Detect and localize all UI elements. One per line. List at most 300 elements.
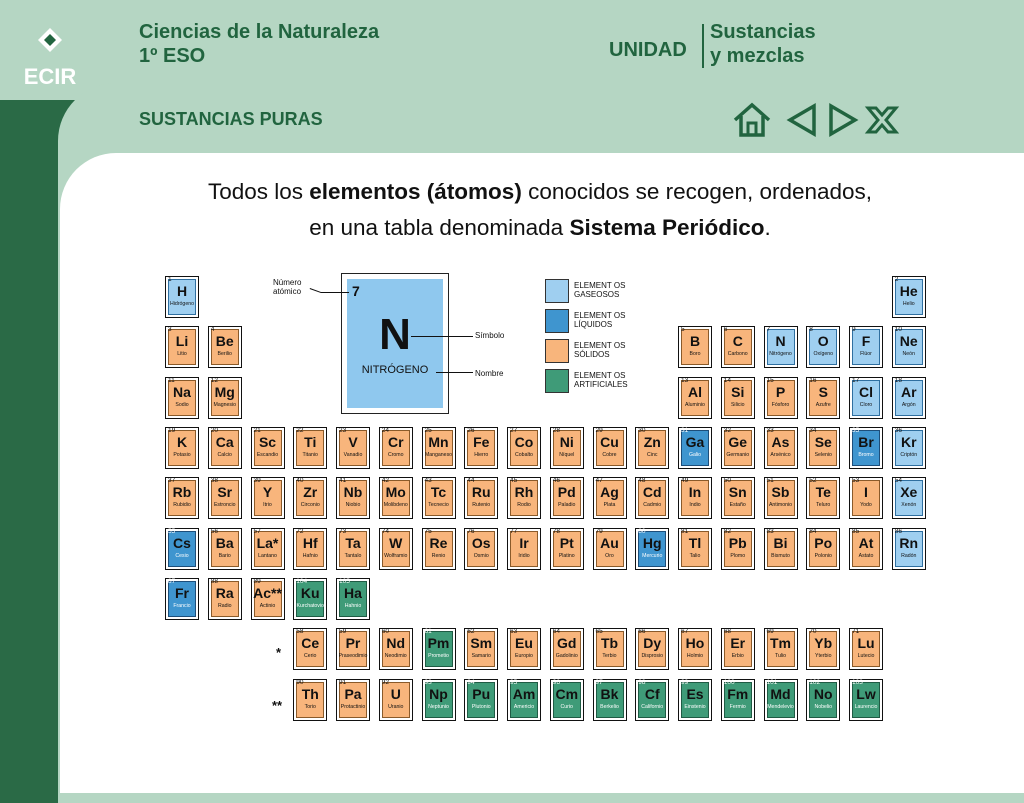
element-cell (721, 326, 755, 368)
key-number-label-1: Número (273, 278, 302, 287)
atomic-number: 86 (894, 528, 902, 535)
element-symbol: Po (814, 535, 833, 551)
intro-line-1 (60, 174, 1020, 210)
element-cell (849, 427, 883, 469)
atomic-number: 69 (766, 628, 774, 635)
element-symbol: Gd (557, 635, 577, 651)
element-cell (678, 326, 712, 368)
atomic-number: 97 (595, 679, 603, 686)
element-cell (165, 427, 199, 469)
atomic-number: 82 (723, 528, 731, 535)
element-name: Fermio (729, 704, 746, 710)
element-name: Torio (304, 704, 316, 710)
element-symbol: Tl (688, 535, 702, 551)
legend-label-line-2: LÍQUIDOS (574, 320, 613, 329)
element-cell (165, 477, 199, 519)
element-symbol: Tm (770, 635, 791, 651)
element-symbol: Am (512, 686, 536, 702)
atomic-number: 79 (595, 528, 603, 535)
element-symbol: Sm (470, 635, 493, 651)
element-name: Selenio (814, 452, 832, 458)
element-symbol: Ra (215, 585, 234, 601)
element-symbol: V (348, 434, 358, 450)
section-title: SUSTANCIAS PURAS (139, 109, 323, 129)
home-button[interactable] (732, 100, 772, 140)
intro-l2-a: en una tabla denominada (309, 215, 570, 240)
element-cell (593, 477, 627, 519)
element-symbol: Ca (215, 434, 234, 450)
element-cell (806, 377, 840, 419)
element-symbol: O (817, 333, 829, 349)
element-cell (764, 528, 798, 570)
element-name: Nitrógeno (769, 351, 792, 357)
element-symbol: Y (262, 484, 273, 500)
atomic-number: 4 (210, 326, 215, 333)
element-symbol: K (176, 434, 188, 450)
element-cell (379, 628, 413, 670)
element-symbol: Ku (300, 585, 320, 601)
key-name-label: Nombre (475, 369, 504, 378)
atomic-number: 22 (296, 427, 304, 434)
element-cell (721, 477, 755, 519)
element-name: Neón (902, 351, 915, 357)
element-symbol: Lu (857, 635, 875, 651)
element-cell (422, 427, 456, 469)
element-name: Cloro (859, 402, 873, 408)
element-symbol: Os (471, 535, 491, 551)
key-line-name (436, 372, 473, 373)
atomic-number: 49 (681, 477, 689, 484)
atomic-number: 48 (638, 477, 646, 484)
atomic-number: 43 (424, 477, 432, 484)
element-name: Oxígeno (813, 351, 834, 357)
atomic-number: 44 (467, 477, 475, 484)
element-symbol: As (771, 434, 790, 450)
element-cell (678, 477, 712, 519)
element-symbol: Sn (728, 484, 747, 500)
element-symbol: Pb (728, 535, 747, 551)
atomic-number: 31 (681, 427, 689, 434)
element-name: Mercurio (642, 553, 663, 559)
atomic-number: 67 (681, 628, 689, 635)
element-cell (635, 477, 669, 519)
atomic-number: 72 (296, 528, 304, 535)
element-name: Astato (858, 553, 874, 559)
element-symbol: Hg (642, 535, 662, 551)
element-symbol: Rn (899, 535, 919, 551)
element-name: Terbio (602, 653, 617, 659)
atomic-number: 15 (766, 377, 774, 384)
element-cell (464, 477, 498, 519)
atomic-number: 63 (510, 628, 518, 635)
element-symbol: P (775, 384, 786, 400)
element-symbol: H (176, 283, 188, 299)
intro-l1-c: conocidos se recogen, ordenados, (521, 179, 873, 204)
atomic-number: 81 (681, 528, 689, 535)
element-name: Tulio (774, 653, 787, 659)
element-name: Estroncio (213, 502, 236, 508)
triangle-left-icon (784, 100, 824, 140)
intro-l1-bold: elementos (átomos) (309, 179, 522, 204)
atomic-number: 52 (809, 477, 817, 484)
element-cell (422, 679, 456, 721)
element-symbol: No (813, 686, 833, 702)
key-name: NITRÓGENO (361, 364, 429, 376)
legend-label-line-1: ELEMENT OS (574, 341, 626, 350)
element-symbol: Ir (519, 535, 529, 551)
key-symbol-label: Símbolo (475, 331, 505, 340)
element-name: Wolframio (384, 553, 408, 559)
legend-swatch (545, 369, 569, 393)
element-name: Polonio (814, 553, 832, 559)
back-button[interactable] (784, 100, 824, 140)
element-name: Niobio (345, 502, 361, 508)
atomic-number: 16 (809, 377, 817, 384)
element-name: Cadmio (643, 502, 662, 508)
atomic-number: 21 (253, 427, 261, 434)
element-name: Lutecio (857, 653, 875, 659)
atomic-number: 39 (253, 477, 261, 484)
element-name: Einstenio (684, 704, 706, 710)
atomic-number: 65 (595, 628, 603, 635)
element-cell (165, 377, 199, 419)
atomic-number: 94 (467, 679, 475, 686)
element-name: Yodo (860, 502, 872, 508)
atomic-number: 23 (339, 427, 347, 434)
element-name: Plutonio (471, 704, 491, 710)
element-symbol: In (688, 484, 702, 500)
element-cell (464, 528, 498, 570)
subject-title (139, 20, 379, 68)
element-cell (336, 679, 370, 721)
element-cell (721, 377, 755, 419)
key-line-symbol (411, 336, 473, 337)
element-symbol: Ti (304, 434, 317, 450)
atomic-number: 32 (723, 427, 731, 434)
element-cell (721, 628, 755, 670)
element-cell (464, 679, 498, 721)
element-symbol: Er (730, 635, 746, 651)
element-name: Osmio (473, 553, 489, 559)
element-name: Bromo (858, 452, 874, 458)
element-symbol: Ba (215, 535, 234, 551)
element-symbol: Pu (472, 686, 491, 702)
key-number-label-2: atómico (273, 287, 302, 296)
element-symbol: Ni (559, 434, 574, 450)
atomic-number: 95 (510, 679, 518, 686)
element-symbol: Hf (302, 535, 318, 551)
atomic-number: 103 (852, 679, 863, 686)
element-name: Sodio (175, 402, 189, 408)
element-cell (764, 679, 798, 721)
element-name: Gadolinio (555, 653, 578, 659)
atomic-number: 54 (894, 477, 902, 484)
legend-label (574, 371, 664, 389)
element-symbol: Ru (471, 484, 491, 500)
element-cell (208, 477, 242, 519)
legend-label-line-2: GASEOSOS (574, 290, 620, 299)
element-symbol: He (899, 283, 918, 299)
element-cell (293, 628, 327, 670)
element-cell (806, 528, 840, 570)
element-name: Curio (560, 704, 573, 710)
element-symbol: Co (514, 434, 534, 450)
element-name: Fósforo (771, 402, 790, 408)
element-cell (678, 679, 712, 721)
element-name: Europio (515, 653, 533, 659)
element-name: Carbono (727, 351, 748, 357)
key-line-number-2 (321, 292, 349, 293)
element-symbol: Ne (899, 333, 918, 349)
element-name: Cinc (647, 452, 658, 458)
legend-label (574, 341, 664, 359)
element-cell (550, 427, 584, 469)
element-symbol: Ga (685, 434, 705, 450)
atomic-number: 19 (168, 427, 176, 434)
atomic-number: 37 (168, 477, 176, 484)
element-cell (550, 628, 584, 670)
element-cell (507, 427, 541, 469)
atomic-number: 41 (339, 477, 347, 484)
lanthanide-marker: * (276, 645, 282, 660)
element-name: Cromo (387, 452, 404, 458)
element-name: Francio (173, 603, 191, 609)
element-cell (208, 427, 242, 469)
element-name: Rodio (517, 502, 531, 508)
element-cell (379, 679, 413, 721)
atomic-number: 98 (638, 679, 646, 686)
atomic-number: 61 (424, 628, 432, 635)
element-cell (806, 477, 840, 519)
element-name: Arsénico (770, 452, 791, 458)
atomic-number: 73 (339, 528, 347, 535)
atomic-number: 84 (809, 528, 817, 535)
element-name: Titanio (302, 452, 318, 458)
intro-text (60, 174, 1020, 246)
atomic-number: 26 (467, 427, 475, 434)
element-name: Laurencio (854, 704, 878, 710)
element-cell (336, 427, 370, 469)
atomic-number: 40 (296, 477, 304, 484)
element-name: Samario (471, 653, 491, 659)
atomic-number: 1 (168, 276, 172, 283)
actinide-marker: ** (272, 698, 283, 713)
atomic-number: 38 (210, 477, 218, 484)
element-cell (892, 326, 926, 368)
close-button[interactable] (862, 100, 902, 140)
element-symbol: Bi (773, 535, 788, 551)
element-cell (849, 377, 883, 419)
element-cell (764, 477, 798, 519)
element-name: Flúor (860, 351, 872, 357)
key-number-label (273, 278, 301, 296)
element-symbol: Pd (557, 484, 576, 500)
element-cell (336, 628, 370, 670)
element-symbol: Br (858, 434, 874, 450)
atomic-number: 88 (210, 578, 218, 585)
atomic-number: 30 (638, 427, 646, 434)
element-cell (379, 427, 413, 469)
element-name: Aluminio (685, 402, 705, 408)
atomic-number: 6 (723, 326, 728, 333)
forward-button[interactable] (823, 100, 863, 140)
element-cell (678, 427, 712, 469)
atomic-number: 105 (339, 578, 350, 585)
element-cell (721, 528, 755, 570)
element-cell (251, 477, 285, 519)
element-symbol: Sc (258, 434, 277, 450)
element-name: Litio (177, 351, 187, 357)
element-symbol: Al (688, 384, 702, 400)
element-symbol: Ar (900, 384, 917, 400)
element-name: Kurchatovio (296, 603, 324, 609)
element-name: Manganeso (424, 452, 453, 458)
element-symbol: Mn (428, 434, 449, 450)
element-symbol: Se (814, 434, 832, 450)
element-cell (593, 528, 627, 570)
element-symbol: Cr (387, 434, 404, 450)
atomic-number: 83 (766, 528, 774, 535)
element-name: Xenón (901, 502, 917, 508)
element-name: Cobalto (515, 452, 533, 458)
element-name: Teluro (816, 502, 831, 508)
unit-divider (702, 24, 704, 68)
element-cell (422, 477, 456, 519)
element-cell (721, 679, 755, 721)
element-name: Hahnio (344, 603, 362, 609)
element-cell (678, 528, 712, 570)
element-symbol: Ce (301, 635, 320, 651)
element-cell (464, 427, 498, 469)
element-name: Talio (689, 553, 701, 559)
element-cell (208, 528, 242, 570)
element-cell (635, 679, 669, 721)
element-symbol: F (861, 333, 871, 349)
element-name: Bismuto (771, 553, 790, 559)
element-name: Actinio (259, 603, 276, 609)
atomic-number: 42 (381, 477, 389, 484)
element-cell (422, 628, 456, 670)
element-symbol: Te (815, 484, 831, 500)
unit-label: UNIDAD (609, 39, 687, 61)
atomic-number: 64 (552, 628, 560, 635)
element-name: Cesio (175, 553, 189, 559)
atomic-number: 20 (210, 427, 218, 434)
unit-title (710, 20, 816, 68)
element-name: Radio (217, 603, 232, 609)
element-cell (892, 377, 926, 419)
element-symbol: Cm (555, 686, 579, 702)
atomic-number: 76 (467, 528, 475, 535)
element-cell (849, 477, 883, 519)
element-symbol: Pm (427, 635, 450, 651)
legend-label (574, 311, 664, 329)
element-symbol: Zn (643, 434, 661, 450)
element-name: Plomo (730, 553, 746, 559)
atomic-number: 46 (552, 477, 560, 484)
element-symbol: Ta (345, 535, 361, 551)
element-name: Paladio (558, 502, 576, 508)
element-symbol: Eu (515, 635, 533, 651)
atomic-number: 77 (510, 528, 518, 535)
atomic-number: 8 (809, 326, 813, 333)
element-symbol: Mg (214, 384, 235, 400)
element-name: Calcio (217, 452, 232, 458)
element-cell (635, 628, 669, 670)
element-name: Protactinio (340, 704, 366, 710)
element-cell (806, 628, 840, 670)
atomic-number: 104 (296, 578, 308, 585)
element-name: Silicio (730, 402, 745, 408)
atomic-number: 7 (766, 326, 771, 333)
element-cell (379, 477, 413, 519)
atomic-number: 68 (723, 628, 731, 635)
element-symbol: Ge (728, 434, 748, 450)
atomic-number: 28 (552, 427, 560, 434)
element-name: Itrio (263, 502, 272, 508)
atomic-number: 27 (510, 427, 518, 434)
element-cell (849, 679, 883, 721)
element-name: Escandio (256, 452, 279, 458)
element-symbol: I (864, 484, 868, 500)
element-symbol: Sb (771, 484, 790, 500)
intro-line-2 (60, 210, 1020, 246)
element-symbol: Nb (343, 484, 363, 500)
atomic-number: 100 (723, 679, 735, 686)
element-cell (678, 377, 712, 419)
element-symbol: Ha (344, 585, 362, 601)
atomic-number: 60 (381, 628, 389, 635)
element-symbol: Tc (430, 484, 447, 500)
atomic-number: 55 (168, 528, 176, 535)
element-cell (165, 528, 199, 570)
key-element-cell (341, 273, 449, 414)
element-cell (464, 628, 498, 670)
element-cell (892, 477, 926, 519)
element-cell (208, 578, 242, 620)
key-symbol: N (379, 310, 411, 359)
home-icon (732, 100, 772, 140)
element-symbol: Np (429, 686, 448, 702)
subject-line-2: 1º ESO (139, 45, 206, 67)
element-cell (336, 528, 370, 570)
element-name: Antimonio (768, 502, 793, 508)
element-name: Berilio (217, 351, 232, 357)
element-name: Estaño (729, 502, 746, 508)
element-symbol: Es (686, 686, 704, 702)
element-name: Prometio (428, 653, 449, 659)
element-name: Rubidio (173, 502, 191, 508)
element-symbol: Ag (600, 484, 619, 500)
atomic-number: 2 (894, 276, 899, 283)
legend-label-line-2: SÓLIDOS (574, 350, 610, 359)
element-name: Tecnecio (428, 502, 449, 508)
element-cell (507, 477, 541, 519)
element-cell (550, 528, 584, 570)
element-symbol: Pt (559, 535, 574, 551)
element-symbol: Si (731, 384, 745, 400)
element-cell (764, 427, 798, 469)
atomic-number: 93 (424, 679, 432, 686)
element-cell (251, 528, 285, 570)
element-name: Hafnio (302, 553, 318, 559)
element-cell (721, 427, 755, 469)
element-symbol: Be (215, 333, 234, 349)
element-cell (806, 679, 840, 721)
atomic-number: 85 (852, 528, 860, 535)
atomic-number: 87 (168, 578, 176, 585)
element-cell (678, 628, 712, 670)
